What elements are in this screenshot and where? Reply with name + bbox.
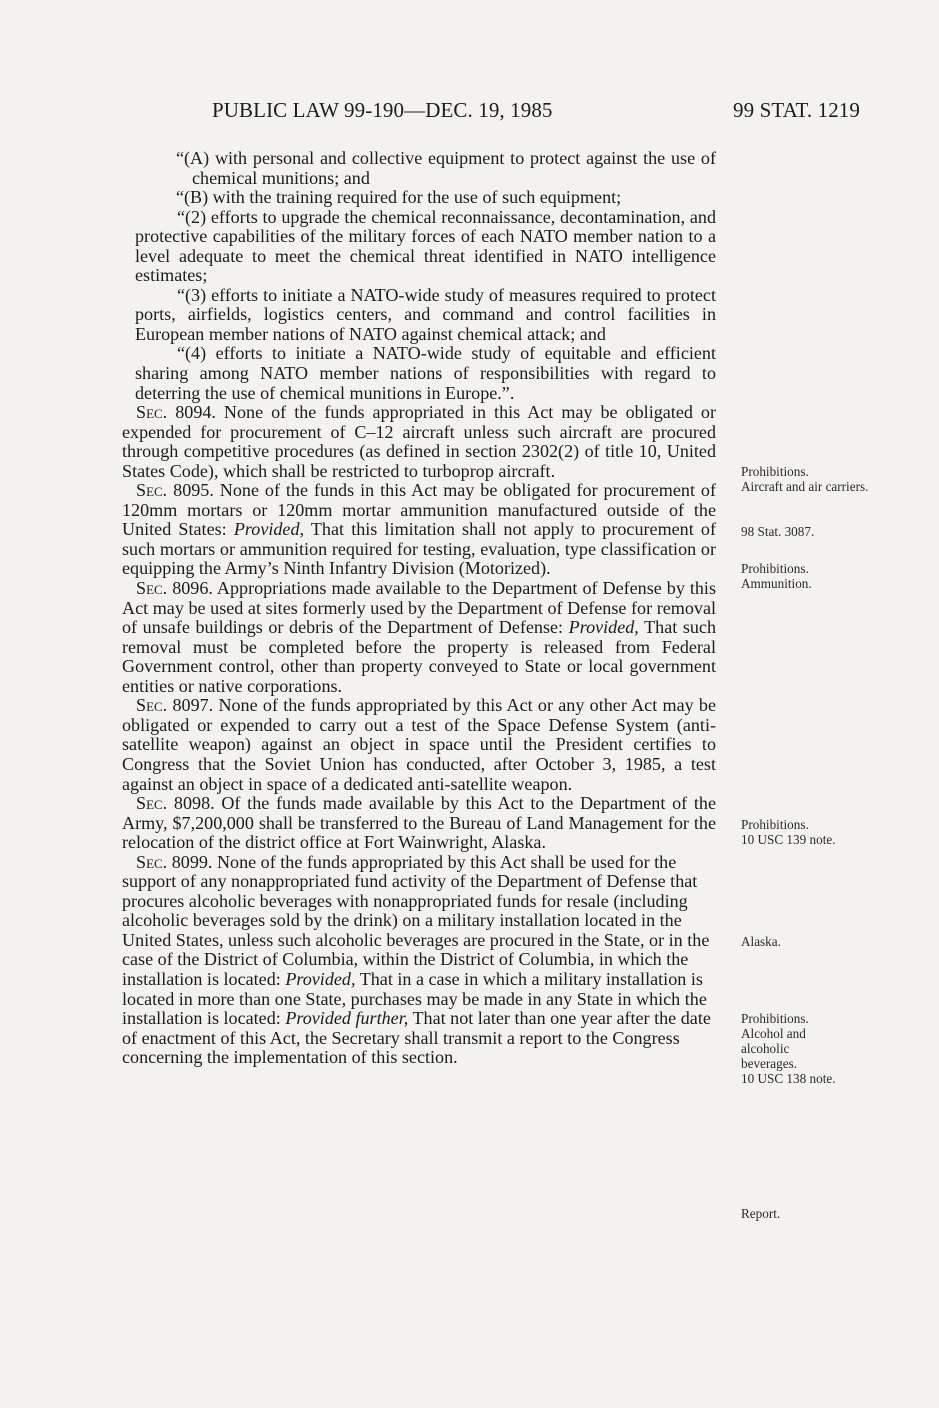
clause-b: “(B) with the training required for the use of such equipment;: [176, 187, 622, 208]
clause-a: “(A) with personal and collective equipment to protect against the use of chemical munitions; and: [176, 148, 716, 188]
margin-note-line: Alaska.: [741, 934, 781, 949]
margin-note: [741, 464, 881, 494]
section-8097: [122, 696, 716, 794]
section-label: Sec.: [136, 695, 168, 716]
section-label: Sec.: [136, 578, 168, 599]
proviso: Provided,: [285, 968, 356, 989]
section-8094: [122, 403, 716, 481]
margin-note-line: 98 Stat. 3087.: [741, 524, 815, 539]
section-text: 8096. Appropriations made available to the Department of Defense by this Act may be used at sites formerly used by the Department of Defense for removal of unsafe buildings or debris of the Department of Defense:: [122, 578, 716, 638]
paragraph-2: “(2) efforts to upgrade the chemical reconnaissance, decontamination, and protective capabilities of the military forces of each NATO member nation to a level adequate to meet the chemical threat identified in NATO intelligence estimates;: [135, 206, 716, 286]
body-text: [122, 149, 716, 1068]
header-title: PUBLIC LAW 99-190—DEC. 19, 1985: [212, 98, 553, 122]
section-8095: [122, 481, 716, 579]
section-text: That in a case in which a military installation is located in more than one State, purchases may be made in any State in which the installation is located:: [122, 968, 707, 1029]
margin-note: [741, 1011, 841, 1086]
paragraph-3: “(3) efforts to initiate a NATO-wide study of measures required to protect ports, airfields, logistics centers, and command and control facilities in European member nations of NATO against chemical attack; and: [135, 284, 716, 344]
section-text: That this limitation shall not apply to procurement of such mortars or ammunition required for testing, evaluation, type classification or equipping the Army’s Ninth Infantry Division (Motorized).: [122, 519, 716, 579]
margin-note-line: Report.: [741, 1206, 781, 1221]
proviso: Provided,: [568, 617, 639, 638]
section-text: 8094. None of the funds appropriated in this Act may be obligated or expended for procurement of C–12 aircraft unless such aircraft are procured through competitive procedures (as defined in section 2302(2) of title 10, United States Code), which shall be restricted to turboprop aircraft.: [122, 402, 716, 481]
margin-note-line: Ammunition.: [741, 576, 812, 591]
margin-note-line: Prohibitions.: [741, 464, 809, 479]
margin-note-line: 10 USC 139 note.: [741, 832, 836, 847]
section-label: Sec.: [136, 480, 168, 501]
paragraph-4: “(4) efforts to initiate a NATO-wide study of equitable and efficient sharing among NATO member nations of responsibilities with regard to deterring the use of chemical munitions in Europe.”.: [135, 343, 716, 403]
section-text: 8099. None of the funds appropriated by this Act shall be used for the support of any nonappropriated fund activity of the Department of Defense that procures alcoholic beverages with nonappropriated funds for resale (including alcoholic beverages sold by the drink) on a military installation located in the United States, unless such alcoholic beverages are procured in the State, or in the case of the District of Columbia, within the District of Columbia, in which the installation is located:: [122, 851, 710, 989]
margin-note: [741, 934, 881, 949]
margin-note: [741, 1206, 881, 1221]
section-label: Sec.: [136, 851, 168, 872]
proviso-further: Provided further,: [285, 1008, 409, 1029]
section-label: Sec.: [136, 793, 168, 814]
margin-note-line: Prohibitions.: [741, 817, 809, 832]
margin-note-line: Aircraft and air carriers.: [741, 479, 869, 494]
section-text: 8095. None of the funds in this Act may be obligated for procurement of 120mm mortars or 120mm mortar ammunition manufactured outside of the United States:: [122, 480, 716, 540]
margin-note: [741, 524, 881, 539]
margin-note-line: Alcohol and alcoholic beverages.: [741, 1026, 806, 1071]
margin-note-line: Prohibitions.: [741, 1011, 809, 1026]
margin-note: [741, 817, 881, 847]
section-8099: [122, 853, 716, 1068]
proviso: Provided,: [233, 519, 305, 540]
section-8098: [122, 794, 716, 853]
margin-note: [741, 561, 881, 591]
margin-note-line: Prohibitions.: [741, 561, 809, 576]
header-stat-reference: 99 STAT. 1219: [733, 98, 860, 122]
section-label: Sec.: [136, 402, 168, 423]
section-text: 8097. None of the funds appropriated by this Act or any other Act may be obligated or expended to carry out a test of the Space Defense System (anti-satellite weapon) against an object in space until the President certifies to Congress that the Soviet Union has conducted, after October 3, 1985, a test against an object in space of a dedicated anti-satellite weapon.: [122, 695, 716, 794]
section-text: That not later than one year after the date of enactment of this Act, the Secretary shall transmit a report to the Congress concerning the implementation of this section.: [122, 1008, 711, 1068]
section-8096: [122, 579, 716, 696]
section-text: That such removal must be completed before the property is released from Federal Government control, other than property conveyed to State or local government entities or native corporations.: [122, 617, 716, 696]
section-text: 8098. Of the funds made available by this Act to the Department of the Army, $7,200,000 shall be transferred to the Bureau of Land Management for the relocation of the district office at Fort Wainwright, Alaska.: [122, 793, 716, 853]
margin-note-line: 10 USC 138 note.: [741, 1071, 836, 1086]
